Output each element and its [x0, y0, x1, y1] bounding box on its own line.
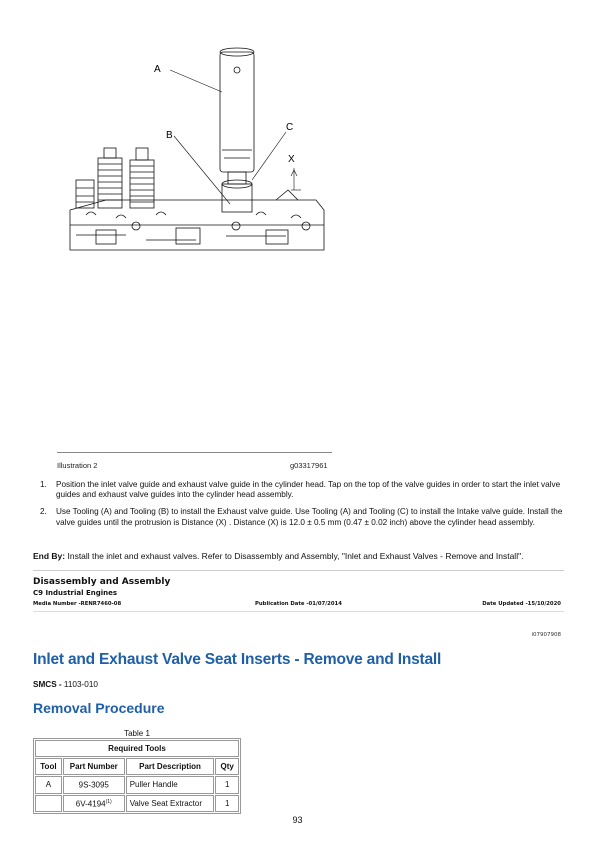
part-description-cell: Puller Handle	[126, 776, 215, 794]
section-title: Removal Procedure	[33, 700, 165, 716]
column-header: Qty	[215, 758, 239, 775]
smcs-value: 1103-010	[61, 680, 98, 689]
step-item	[40, 480, 565, 500]
publication-date: Publication Date -01/07/2014	[255, 601, 342, 607]
page-number: 93	[292, 815, 303, 825]
procedure-steps	[40, 480, 565, 535]
smcs-label: SMCS -	[33, 680, 62, 689]
label-b: B	[166, 130, 173, 141]
label-c: C	[286, 122, 294, 133]
part-number-cell: 9S-3095	[63, 776, 125, 794]
end-by-text: Install the inlet and exhaust valves. Refer to Disassembly and Assembly, "Inlet and Exhaust Valves - Remove and Install".	[65, 551, 524, 561]
column-header: Tool	[35, 758, 62, 775]
date-updated: Date Updated -15/10/2020	[482, 601, 561, 607]
smcs-code	[33, 680, 98, 689]
illustration-caption-label: Illustration 2	[57, 461, 98, 470]
meta-divider	[33, 611, 564, 612]
label-a: A	[154, 64, 161, 75]
footer-divider	[33, 570, 564, 571]
table-row	[35, 776, 239, 794]
step-number: 2.	[40, 507, 47, 517]
step-text: Use Tooling (A) and Tooling (B) to install the Exhaust valve guide. Use Tooling (A) and Tooling (C) to install the Intake valve guide. Install the valve guides until the protrusion is Distance (X) . Distance (X) is 12.0 ± 0.5 mm (0.47 ± 0.02 inch) above the cylinder head assembly.	[56, 507, 563, 527]
page-title: Inlet and Exhaust Valve Seat Inserts - Remove and Install	[33, 651, 442, 668]
end-by-label: End By:	[33, 551, 66, 561]
caption-divider	[57, 452, 332, 453]
tool-cell: A	[35, 776, 62, 794]
qty-cell: 1	[215, 795, 239, 813]
tool-cell	[35, 795, 62, 813]
label-x: X	[288, 154, 295, 165]
qty-cell: 1	[215, 776, 239, 794]
media-number: Media Number -RENR7460-08	[33, 601, 122, 607]
engine-title: C9 Industrial Engines	[33, 589, 118, 597]
valve-guide-installation-illustration	[66, 40, 328, 262]
end-by-note	[33, 551, 523, 561]
table-caption: Table 1	[124, 729, 150, 738]
table-row	[35, 795, 239, 813]
manual-title: Disassembly and Assembly	[33, 577, 171, 587]
step-item	[40, 507, 565, 527]
table-title: Required Tools	[35, 740, 239, 757]
part-number-cell: 6V-4194$^{(1)}$	[63, 795, 125, 813]
document-id: i07907908	[531, 632, 561, 638]
column-header: Part Description	[126, 758, 215, 775]
step-text: Position the inlet valve guide and exhaust valve guide in the cylinder head. Tap on the top of the valve guides in order to start the inlet valve guides and exhaust valve guides into the cylinder head assembly.	[56, 480, 561, 500]
step-number: 1.	[40, 480, 47, 489]
illustration-graphic-id: g03317961	[290, 461, 328, 470]
required-tools-table	[33, 738, 241, 814]
part-description-cell: Valve Seat Extractor	[126, 795, 215, 813]
column-header: Part Number	[63, 758, 125, 775]
